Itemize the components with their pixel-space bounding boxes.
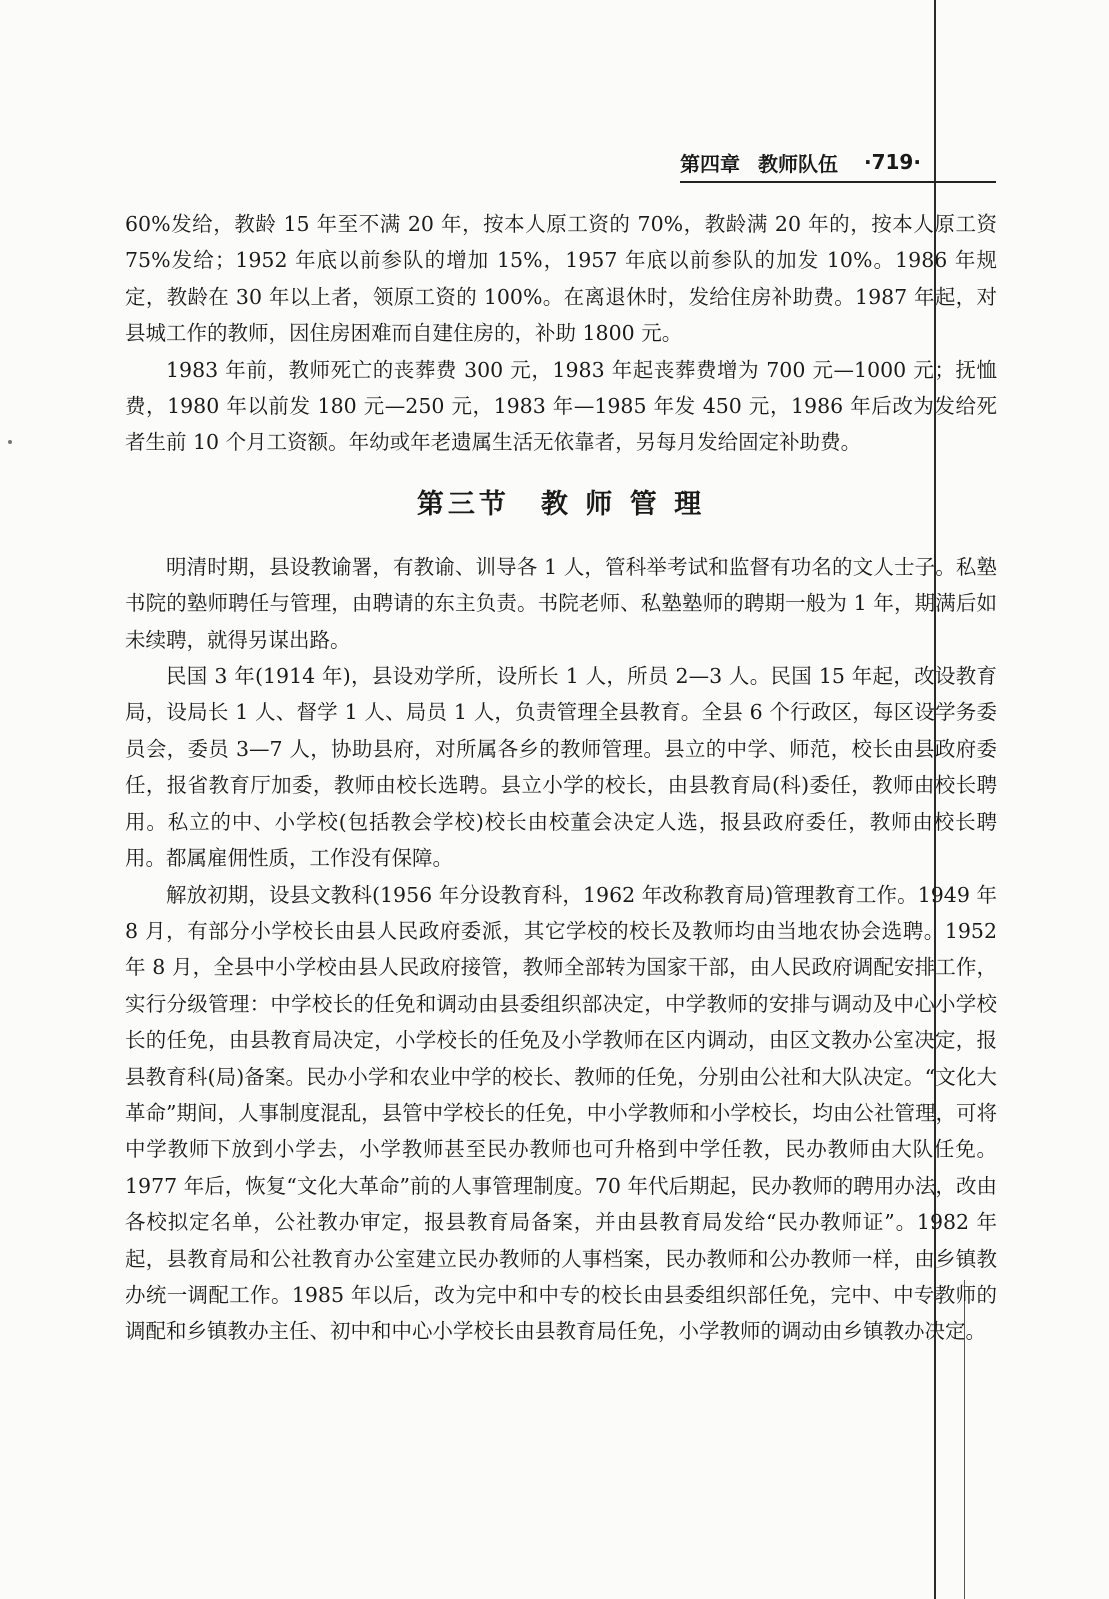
section-heading: 第三节 教 师 管 理 — [416, 488, 706, 520]
paragraph: 1983 年前，教师死亡的丧葬费 300 元，1983 年起丧葬费增为 700 元—1000 元；抚恤费，1980 年以前发 180 元—250 元，1983 年—1985 年发 450 元，1986 年后改为发给死者生前 10 个月工资额。年幼或年老遗属生活无依靠者，另每月发给固定补助费。 — [125, 357, 997, 455]
chapter-label: 第四章 — [680, 151, 740, 176]
page-number: ·719· — [864, 150, 921, 174]
page-body — [125, 206, 997, 1350]
scan-speck — [8, 440, 12, 444]
running-header — [680, 143, 996, 183]
paragraph: 60%发给，教龄 15 年至不满 20 年，按本人原工资的 70%，教龄满 20 年的，按本人原工资 75%发给；1952 年底以前参队的增加 15%，1957 年底以前参队的加发 10%。1986 年规定，教龄在 30 年以上者，领原工资的 100%。在离退休时，发给住房补助费。1987 年起，对县城工作的教师，因住房困难而自建住房的，补助 1800 元。 — [125, 212, 997, 346]
paragraph: 解放初期，设县文教科(1956 年分设教育科，1962 年改称教育局)管理教育工作。1949 年 8 月，有部分小学校长由县人民政府委派，其它学校的校长及教师均由当地农协会选聘。1952 年 8 月，全县中小学校由县人民政府接管，教师全部转为国家干部，由人民政府调配安排工作，实行分级管理：中学校长的任免和调动由县委组织部决定，中学教师的安排与调动及中心小学校长的任免，由县教育局决定，小学校长的任免及小学教师在区内调动，由区文教办公室决定，报县教育科(局)备案。民办小学和农业中学的校长、教师的任免，分别由公社和大队决定。“文化大革命”期间，人事制度混乱，县管中学校长的任免，中小学教师和小学校长，均由公社管理，可将中学教师下放到小学去，小学教师甚至民办教师也可升格到中学任教，民办教师由大队任免。1977 年后，恢复“文化大革命”前的人事管理制度。70 年代后期起，民办教师的聘用办法，改由各校拟定名单，公社教办审定，报县教育局备案，并由县教育局发给“民办教师证”。1982 年起，县教育局和公社教育办公室建立民办教师的人事档案，民办教师和公办教师一样，由乡镇教办统一调配工作。1985 年以后，改为完中和中专的校长由县委组织部任免，完中、中专教师的调配和乡镇教办主任、初中和中心小学校长由县教育局任免，小学教师的调动由乡镇教办决定。 — [125, 882, 997, 1344]
chapter-title: 教师队伍 — [758, 151, 838, 176]
paragraph: 明清时期，县设教谕署，有教谕、训导各 1 人，管科举考试和监督有功名的文人士子。私塾书院的塾师聘任与管理，由聘请的东主负责。书院老师、私塾塾师的聘期一般为 1 年，期满后如未续聘，就得另谋出路。 — [125, 554, 997, 652]
paragraph: 民国 3 年(1914 年)，县设劝学所，设所长 1 人，所员 2—3 人。民国 15 年起，改设教育局，设局长 1 人、督学 1 人、局员 1 人，负责管理全县教育。全县 6 个行政区，每区设学务委员会，委员 3—7 人，协助县府，对所属各乡的教师管理。县立的中学、师范，校长由县政府委任，报省教育厅加委，教师由校长选聘。县立小学的校长，由县教育局(科)委任，教师由校长聘用。私立的中、小学校(包括教会学校)校长由校董会决定人选，报县政府委任，教师由校长聘用。都属雇佣性质，工作没有保障。 — [125, 664, 997, 871]
